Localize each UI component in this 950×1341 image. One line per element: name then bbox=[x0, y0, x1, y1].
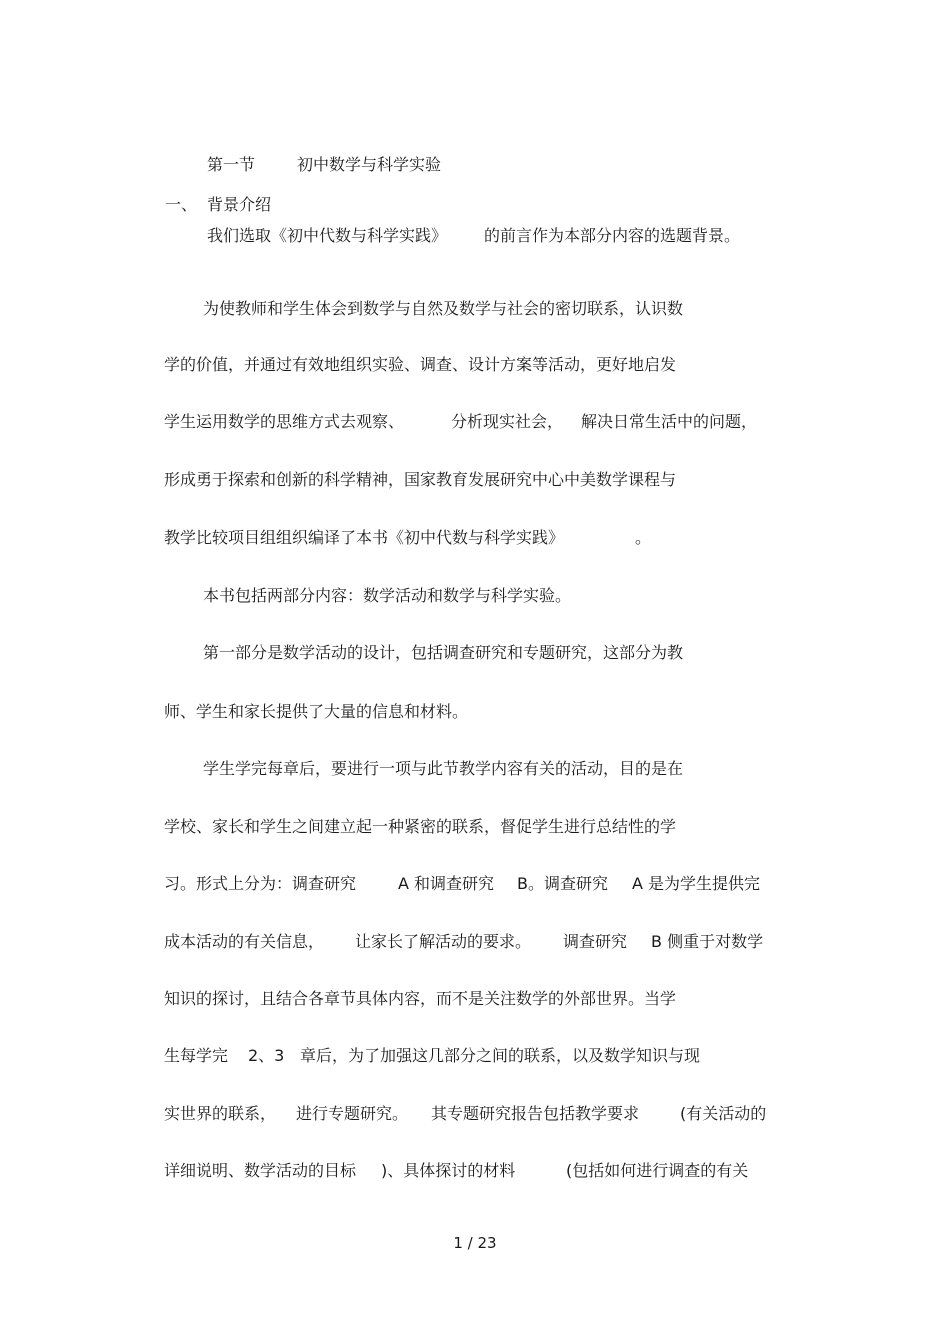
text-segment: (包括如何进行调查的有关 bbox=[566, 1161, 749, 1180]
section-label: 第一节 bbox=[207, 155, 256, 174]
text-segment: 教学比较项目组组织编译了本书《初中代数与科学实践》 bbox=[164, 528, 565, 547]
heading-text: 背景介绍 bbox=[207, 195, 272, 214]
text-segment: 师、学生和家长提供了大量的信息和材料。 bbox=[164, 702, 469, 721]
paragraph-line bbox=[0, 526, 652, 550]
text-segment: )、具体探讨的材料 bbox=[381, 1161, 516, 1180]
text-segment: 详细说明、数学活动的目标 bbox=[164, 1161, 357, 1180]
text-segment: 习。形式上分为：调查研究 bbox=[164, 874, 357, 893]
paragraph-line bbox=[0, 872, 761, 896]
text-segment: 本书包括两部分内容：数学活动和数学与科学实验。 bbox=[203, 586, 572, 605]
text-segment: 成本活动的有关信息， bbox=[164, 932, 325, 951]
text-segment: 其专题研究报告包括教学要求 bbox=[431, 1104, 640, 1123]
text-segment: 章后，为了加强这几部分之间的联系，以及数学知识与现 bbox=[300, 1046, 701, 1065]
text-segment: 知识的探讨，且结合各章节具体内容，而不是关注数学的外部世界。当学 bbox=[164, 989, 677, 1008]
text-segment: 第一部分是数学活动的设计，包括调查研究和专题研究，这部分为教 bbox=[203, 643, 684, 662]
section-title: 初中数学与科学实验 bbox=[297, 155, 442, 174]
heading-number: 一、 bbox=[165, 195, 198, 214]
text-segment: 生每学完 bbox=[164, 1046, 229, 1065]
paragraph-line bbox=[0, 987, 677, 1011]
text-segment: 解决日常生活中的问题， bbox=[581, 412, 758, 431]
text-segment: 分析现实社会， bbox=[451, 412, 564, 431]
heading-line bbox=[0, 193, 272, 217]
text-segment: A 和调查研究 bbox=[398, 874, 495, 893]
text-segment: 学校、家长和学生之间建立起一种紧密的联系，督促学生进行总结性的学 bbox=[164, 817, 677, 836]
paragraph-line bbox=[0, 1159, 749, 1183]
paragraph-line bbox=[0, 700, 469, 724]
paragraph-line bbox=[0, 353, 677, 377]
text-segment: 实世界的联系， bbox=[164, 1104, 277, 1123]
section-title-line bbox=[0, 153, 442, 177]
text-segment: 进行专题研究。 bbox=[296, 1104, 409, 1123]
text-segment: 学生运用数学的思维方式去观察、 bbox=[164, 412, 405, 431]
paragraph-line bbox=[0, 641, 684, 665]
text-segment: 学的价值，并通过有效地组织实验、调查、设计方案等活动，更好地启发 bbox=[164, 355, 677, 374]
paragraph-line bbox=[0, 1044, 701, 1068]
paragraph-line bbox=[0, 584, 572, 608]
text-segment: B 侧重于对数学 bbox=[651, 932, 764, 951]
text-segment: 让家长了解活动的要求。 bbox=[355, 932, 532, 951]
text-segment: 2、3 bbox=[248, 1046, 285, 1065]
text-segment: 学生学完每章后，要进行一项与此节教学内容有关的活动，目的是在 bbox=[203, 759, 684, 778]
text-segment: B。调查研究 bbox=[517, 874, 608, 893]
text-segment: 调查研究 bbox=[563, 932, 628, 951]
paragraph-line bbox=[0, 757, 684, 781]
paragraph-line bbox=[0, 410, 758, 434]
paragraph-line bbox=[0, 1102, 767, 1126]
paragraph-line bbox=[0, 930, 764, 954]
text-segment: (有关活动的 bbox=[680, 1104, 767, 1123]
text-segment: 为使教师和学生体会到数学与自然及数学与社会的密切联系，认识数 bbox=[203, 299, 684, 318]
text-segment: 的前言作为本部分内容的选题背景。 bbox=[484, 226, 741, 245]
paragraph-line bbox=[0, 297, 684, 321]
paragraph-line bbox=[0, 815, 677, 839]
intro-line bbox=[0, 224, 741, 248]
text-segment: 。 bbox=[635, 528, 652, 547]
text-segment: 形成勇于探索和创新的科学精神，国家教育发展研究中心中美数学课程与 bbox=[164, 470, 677, 489]
text-segment: 我们选取《初中代数与科学实践》 bbox=[207, 226, 448, 245]
text-segment: A 是为学生提供完 bbox=[632, 874, 761, 893]
page-number: 1 / 23 bbox=[453, 1234, 497, 1252]
paragraph-line bbox=[0, 468, 677, 492]
